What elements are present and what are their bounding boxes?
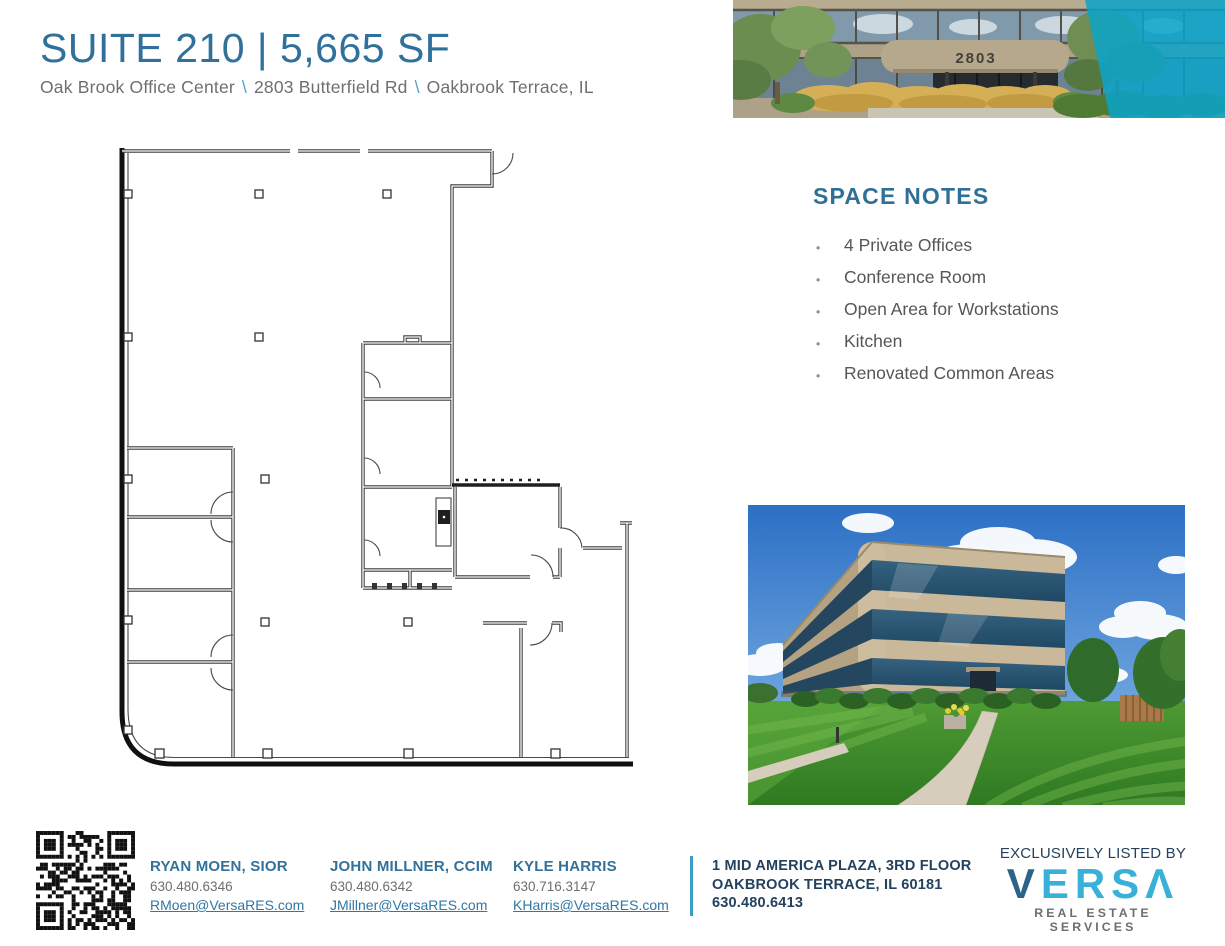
logo-letter-a: Λ xyxy=(1145,860,1180,907)
office-phone: 630.480.6413 xyxy=(712,895,804,911)
top-building-photo xyxy=(733,0,1225,118)
space-notes xyxy=(813,183,1213,396)
logo-letter-v: V xyxy=(1006,860,1041,907)
building-photo xyxy=(748,505,1185,805)
contact-name: RYAN MOEN, SIOR xyxy=(150,858,288,875)
contact-phone: 630.716.3147 xyxy=(513,879,596,894)
address-line-1: 1 MID AMERICA PLAZA, 3RD FLOOR xyxy=(712,858,972,874)
subtitle xyxy=(40,77,594,98)
columns xyxy=(124,190,560,758)
list-item: • Conference Room xyxy=(813,268,1213,287)
subtitle-part-address: 2803 Butterfield Rd xyxy=(253,77,408,98)
page-title: SUITE 210 | 5,665 SF xyxy=(40,25,451,71)
list-item: • 4 Private Offices xyxy=(813,236,1213,255)
contact-email-link[interactable]: RMoen@VersaRES.com xyxy=(150,897,305,913)
floor-plan xyxy=(100,140,645,805)
contact-name: JOHN MILLNER, CCIM xyxy=(330,858,493,875)
footer-divider xyxy=(690,856,693,916)
logo-letters-ers: ERS xyxy=(1040,860,1146,907)
contact-email-link[interactable]: KHarris@VersaRES.com xyxy=(513,897,669,913)
subtitle-separator: \ xyxy=(414,77,420,98)
contact-card xyxy=(330,858,493,915)
header xyxy=(40,26,594,98)
listing-tagline: EXCLUSIVELY LISTED BY xyxy=(999,845,1187,862)
list-item: • Kitchen xyxy=(813,332,1213,351)
list-item: • Renovated Common Areas xyxy=(813,364,1213,383)
subtitle-part-city: Oakbrook Terrace, IL xyxy=(426,77,594,98)
lamp-post xyxy=(836,727,839,743)
contact-card xyxy=(150,858,304,915)
exterior-wall xyxy=(122,148,633,764)
logo-subtitle: REAL ESTATE SERVICES xyxy=(1034,906,1152,934)
building-number-sign: 2803 xyxy=(955,50,997,67)
contact-phone: 630.480.6342 xyxy=(330,879,413,894)
door-swings xyxy=(211,153,582,690)
subtitle-part-building: Oak Brook Office Center xyxy=(40,77,235,98)
contact-phone: 630.480.6346 xyxy=(150,879,233,894)
brand-block xyxy=(995,845,1191,934)
contact-email-link[interactable]: JMillner@VersaRES.com xyxy=(330,897,488,913)
list-item: • Open Area for Workstations xyxy=(813,300,1213,319)
qr-code xyxy=(36,831,135,930)
versa-logo xyxy=(995,862,1191,906)
space-notes-list xyxy=(813,236,1213,383)
subtitle-separator: \ xyxy=(241,77,247,98)
space-notes-heading: SPACE NOTES xyxy=(813,183,990,209)
contact-name: KYLE HARRIS xyxy=(513,858,617,875)
address-line-2: OAKBROOK TERRACE, IL 60181 xyxy=(712,876,943,893)
interior-walls xyxy=(122,151,632,757)
utility-fixture xyxy=(436,498,451,546)
contact-card xyxy=(513,858,669,915)
office-address xyxy=(712,857,971,913)
